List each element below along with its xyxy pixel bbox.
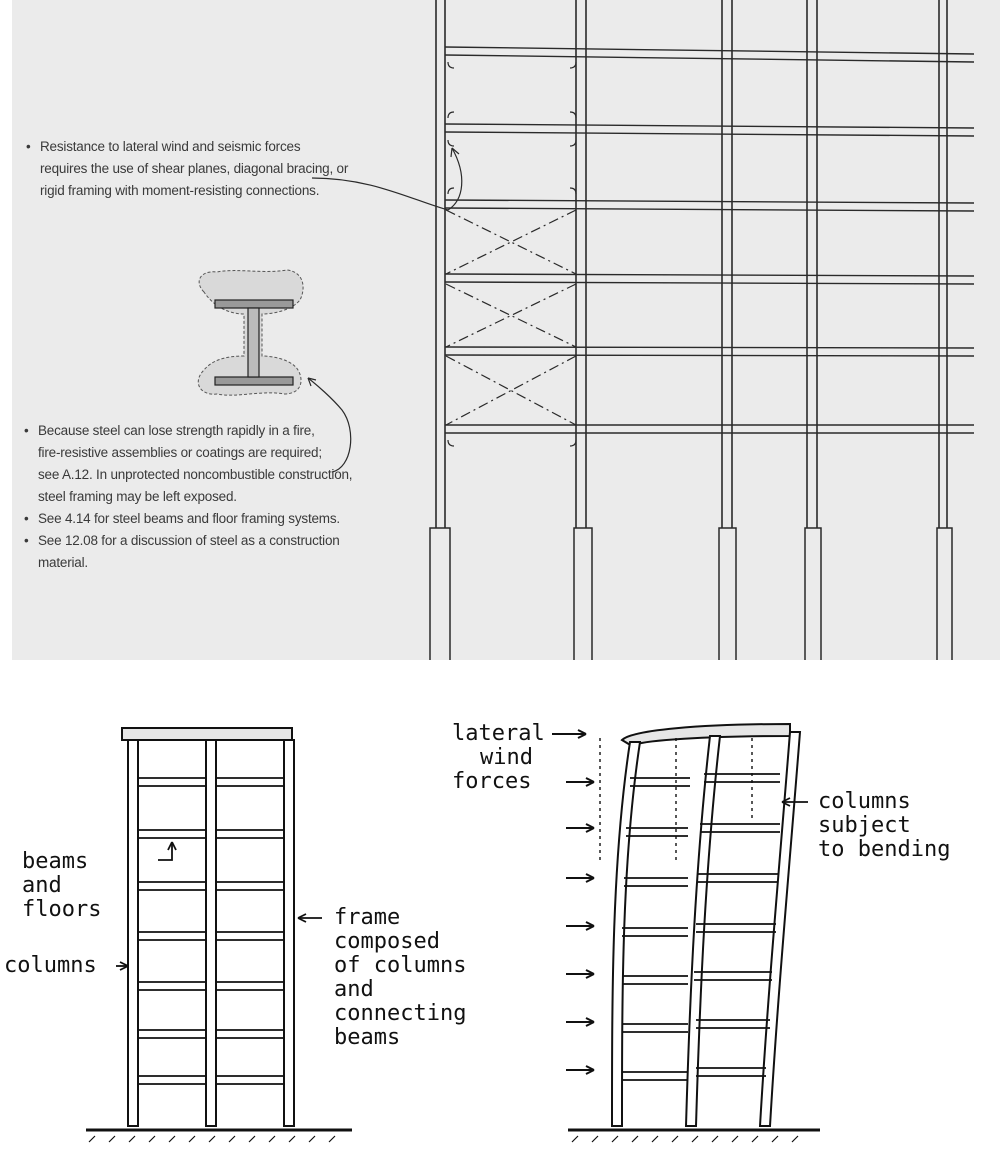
note-steel-material-reference: • See 12.08 for a discussion of steel as a construction material. <box>24 533 340 570</box>
steel-beams <box>445 47 974 433</box>
frame-columns <box>128 740 294 1126</box>
column-piers <box>430 528 952 660</box>
deflected-frame-diagram <box>552 724 820 1142</box>
fireproofed-steel-section-icon <box>198 270 303 395</box>
beams-and-floors-label: beams and floors <box>22 849 102 922</box>
note-lateral-forces: • Resistance to lateral wind and seismic forces requires the use of shear planes, diagonal bracing, or rigid framing with moment-resisting connections. <box>26 139 349 198</box>
lateral-wind-forces-label: lateral wind forces <box>452 721 545 794</box>
ground-line-right <box>568 1130 820 1142</box>
steel-columns <box>436 0 947 528</box>
note-steel-beams-reference: • See 4.14 for steel beams and floor framing systems. <box>24 511 340 526</box>
rigid-frame-diagram <box>86 728 352 1142</box>
columns-label: columns <box>4 953 97 978</box>
wind-force-arrows <box>552 730 594 1074</box>
diagonal-bracing <box>446 210 576 425</box>
moment-connections <box>448 62 576 446</box>
steel-frame-illustration-panel <box>12 0 1000 660</box>
frame-description-label: frame composed of columns and connecting beams <box>334 905 467 1050</box>
ground-line-left <box>86 1130 352 1142</box>
columns-subject-to-bending-label: columns subject to bending <box>818 789 951 862</box>
deflected-columns <box>612 732 800 1126</box>
note-fire-resistance: • Because steel can lose strength rapidly in a fire, fire-resistive assemblies or coatings are required; see A.12. In unprotected noncombustible construction, steel framing may be left exposed. <box>24 423 353 504</box>
